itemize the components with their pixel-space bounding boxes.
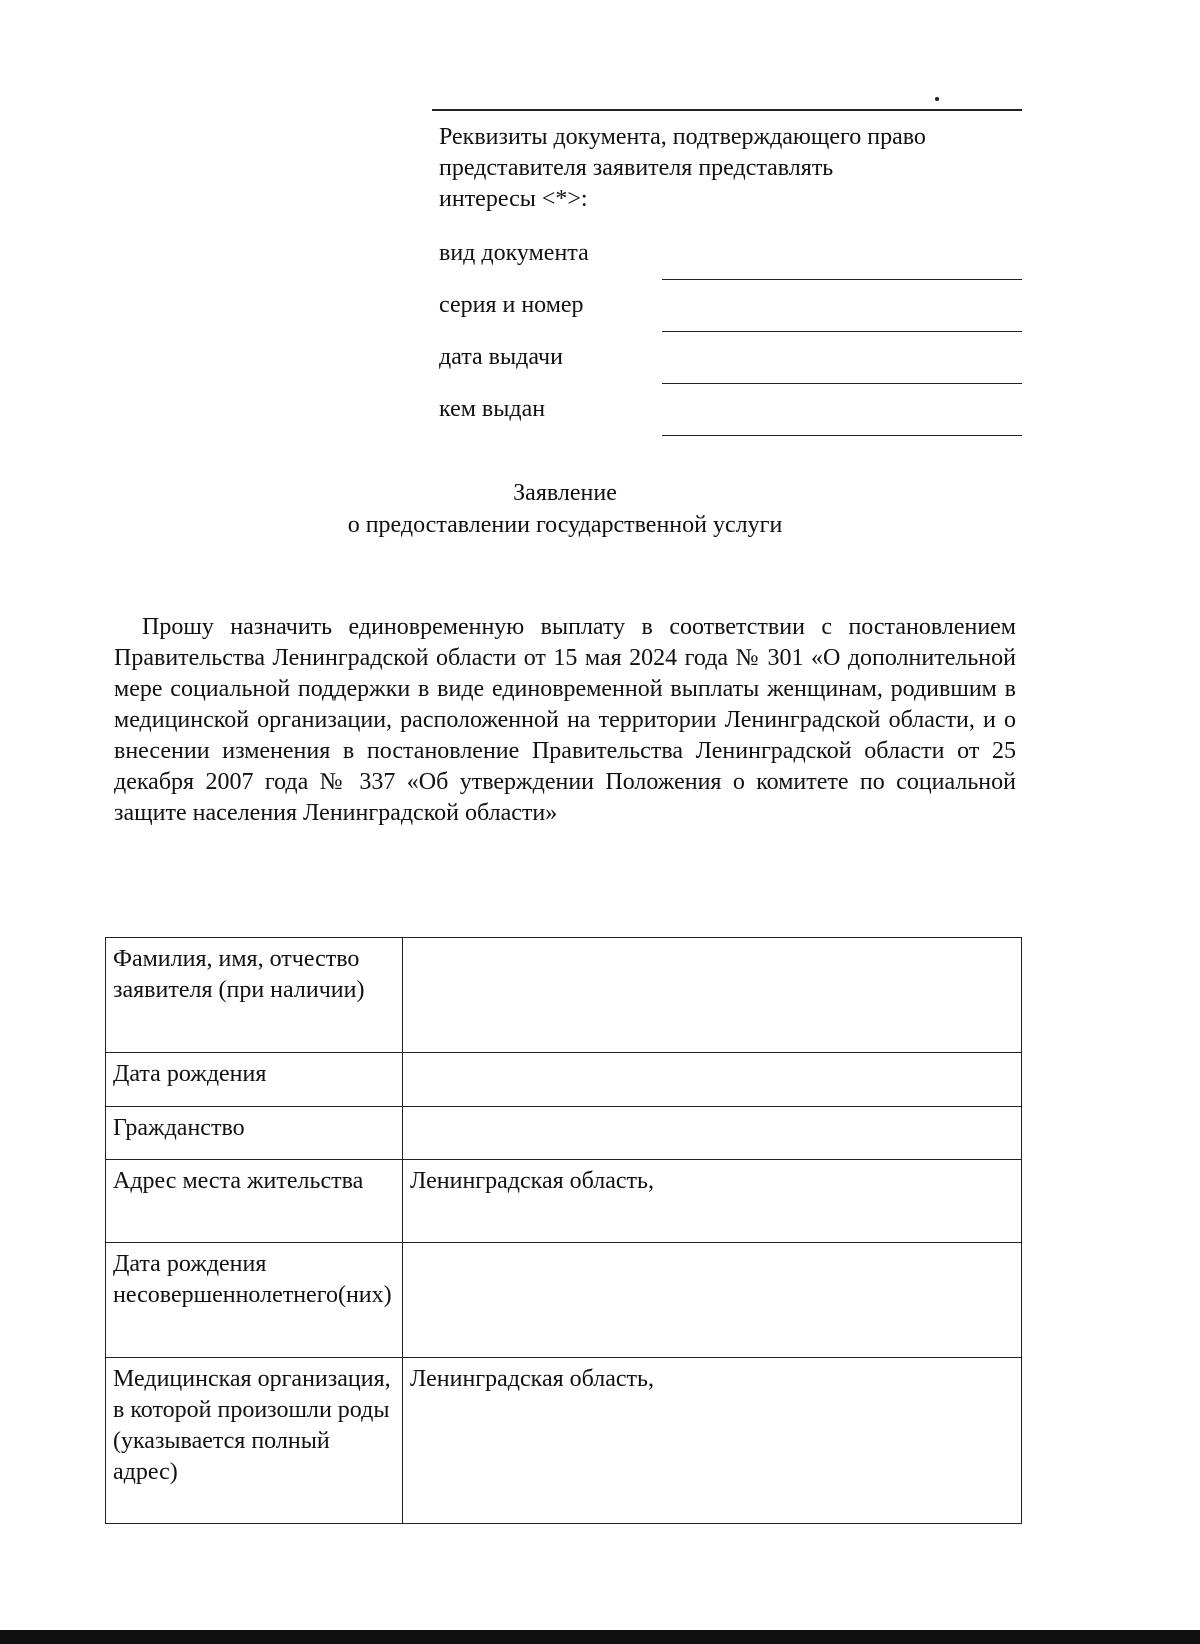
row-value-full-name[interactable] [403, 938, 1022, 1053]
row-value-residence-address[interactable]: Ленинградская область, [403, 1160, 1022, 1243]
table-row [106, 1107, 1022, 1160]
row-value-medical-organization[interactable]: Ленинградская область, [403, 1358, 1022, 1524]
field-label-series-number: серия и номер [439, 292, 584, 318]
field-line-document-type[interactable] [662, 279, 1022, 280]
representative-requisites-heading [439, 122, 1029, 215]
table-row [106, 1358, 1022, 1524]
table-row [106, 1053, 1022, 1107]
requisites-line: интересы <*>: [439, 186, 588, 212]
table-row [106, 1243, 1022, 1358]
ink-dot [935, 97, 939, 101]
table-row [106, 938, 1022, 1053]
table-row [106, 1160, 1022, 1243]
row-value-birth-date[interactable] [403, 1053, 1022, 1107]
row-value-citizenship[interactable] [403, 1107, 1022, 1160]
field-line-issued-by[interactable] [662, 435, 1022, 436]
applicant-info-table [105, 937, 1022, 1524]
row-label-child-birth-date: Дата рождения несовершеннолетнего(них) [106, 1243, 403, 1358]
top-rule [432, 109, 1022, 111]
row-label-birth-date: Дата рождения [106, 1053, 403, 1107]
scan-bottom-edge [0, 1630, 1200, 1644]
requisites-line: Реквизиты документа, подтверждающего право [439, 124, 926, 150]
row-label-medical-organization: Медицинская организация, в которой произошли роды (указывается полный адрес) [106, 1358, 403, 1524]
document-title: Заявление [513, 480, 617, 506]
requisites-line: представителя заявителя представлять [439, 155, 834, 181]
field-line-series-number[interactable] [662, 331, 1022, 332]
row-label-full-name: Фамилия, имя, отчество заявителя (при наличии) [106, 938, 403, 1053]
request-paragraph: Прошу назначить единовременную выплату в соответствии с постановлением Правительства Ленинградской области от 15 мая 2024 года № 301 «О дополнительной мере социальной поддержки в виде единовременной выплаты женщинам, родившим в медицинской организации, расположенной на территории Ленинградской области, и о внесении изменения в постановление Правительства Ленинградской области от 25 декабря 2007 года № 337 «Об утверждении Положения о комитете по социальной защите населения Ленинградской области» [114, 614, 1016, 826]
field-line-issue-date[interactable] [662, 383, 1022, 384]
row-label-citizenship: Гражданство [106, 1107, 403, 1160]
row-label-residence-address: Адрес места жительства [106, 1160, 403, 1243]
field-label-issue-date: дата выдачи [439, 344, 563, 370]
field-label-document-type: вид документа [439, 240, 589, 266]
document-subtitle: о предоставлении государственной услуги [347, 512, 783, 538]
field-label-issued-by: кем выдан [439, 396, 546, 422]
row-value-child-birth-date[interactable] [403, 1243, 1022, 1358]
